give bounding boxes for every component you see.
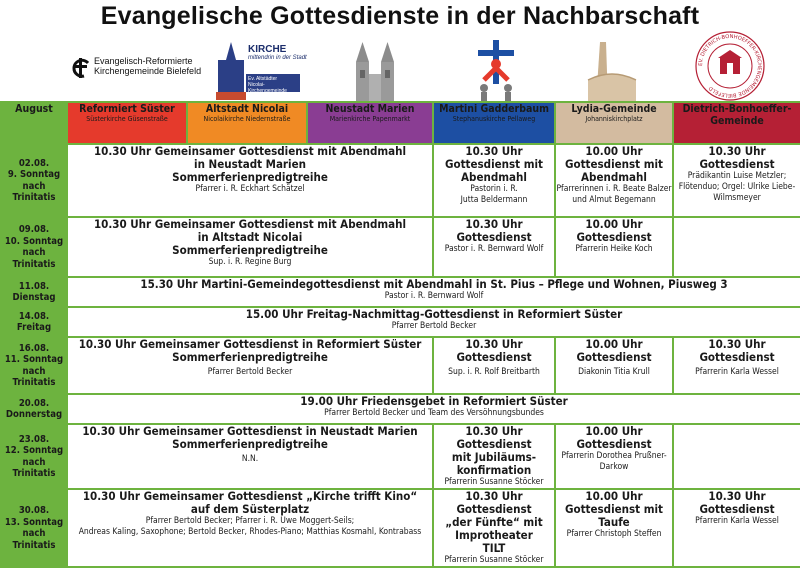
pastor-text: Pastor i. R. Bernward Wolf [444, 244, 544, 254]
col-header-name: Neustadt Marien [325, 103, 415, 115]
reformiert-cross-icon [70, 54, 92, 82]
service-text: 10.30 Uhr Gemeinsamer Gottesdienst mit Abendmahl [93, 217, 407, 231]
service-text: Sommerferienpredigtreihe [172, 437, 328, 451]
col-header-bonhoeffer [673, 102, 800, 144]
date-line: 12. Sonntag [4, 445, 64, 456]
service-text: 10.00 Uhr [585, 217, 643, 231]
bonhoeffer-service-cell [673, 489, 800, 567]
col-header-name: Reformiert Süster [79, 103, 175, 115]
date-cell [1, 277, 67, 307]
table-row [1, 144, 800, 217]
service-text: 15.00 Uhr Freitag-Nachmittag-Gottesdienst in Reformiert Süster [245, 307, 623, 321]
service-text: 10.30 Uhr Gottesdienst [456, 489, 532, 516]
full-width-service-cell [67, 394, 800, 424]
pastor-text: Pfarrer Bertold Becker und Team des Versöhnungsbundes [324, 408, 544, 418]
date-line: Trinitatis [12, 539, 56, 551]
pastor-text: Pastor i. R. Bernward Wolf [384, 291, 484, 301]
service-text: 10.30 Uhr Gemeinsamer Gottesdienst in Reformiert Süster [78, 337, 422, 351]
date-line: 14.08. [18, 310, 50, 322]
service-text: Sommerferienpredigtreihe [172, 350, 328, 364]
joint-service-cell [67, 489, 433, 567]
lydia-logo [586, 40, 638, 102]
kirche-logo-title: KIRCHE [248, 44, 287, 55]
date-line: 13. Sonntag [4, 516, 64, 528]
col-header-name: Martini Gadderbaum [439, 103, 549, 115]
header-row [1, 102, 800, 144]
reformiert-logo-line2: Kirchengemeinde Bielefeld [94, 66, 202, 76]
marien-logo [352, 40, 398, 102]
date-line: 11. Sonntag [4, 354, 64, 365]
bonhoeffer-seal-icon [694, 30, 766, 102]
pastor-text: Pfarrerin Dorothea Prußner- [561, 451, 667, 461]
service-text: 10.30 Uhr [465, 217, 523, 231]
pastor-text: Darkow [599, 462, 629, 472]
col-header-nicolai [187, 102, 307, 144]
service-text: Sommerferienpredigtreihe [172, 170, 328, 184]
service-text: Gottesdienst mit [445, 157, 543, 171]
date-line: 11.08. [18, 280, 50, 292]
twin-tower-church-icon [352, 40, 398, 102]
lydia-service-cell [555, 337, 673, 394]
service-text: 10.00 Uhr [585, 424, 643, 438]
date-cell [1, 337, 67, 394]
date-cell [1, 394, 67, 424]
service-text: 10.30 Uhr Gemeinsamer Gottesdienst mit Abendmahl [93, 144, 407, 158]
lydia-service-cell [555, 489, 673, 567]
date-line: nach [22, 528, 46, 539]
pastor-text: Pastorin i. R. [470, 184, 518, 194]
col-header-sub: Marienkirche Papenmarkt [329, 115, 411, 123]
martini-service-cell [433, 337, 555, 394]
service-text: Gottesdienst [576, 230, 652, 244]
martini-cross-people-icon [468, 40, 524, 102]
service-text: Abendmahl [461, 170, 527, 184]
pastor-text: Andreas Kaling, Saxophone; Bertold Becker, Rhodes-Piano; Matthias Kosmahl, Kontrabass [78, 527, 422, 537]
date-line: 30.08. [18, 505, 50, 516]
service-text: 10.30 Uhr [708, 144, 766, 158]
date-line: 02.08. [18, 157, 50, 169]
logo-bar [0, 30, 800, 100]
pastor-text: Pfarrerin Karla Wessel [695, 367, 779, 377]
service-text: 10.30 Uhr [465, 337, 523, 351]
reformiert-logo-line1: Evangelisch-Reformierte [94, 56, 193, 66]
date-line: nach [22, 180, 46, 192]
col-header-name2: Gemeinde [710, 115, 764, 127]
pastor-text: Pfarrer Christoph Steffen [566, 529, 662, 539]
month-header: August [1, 102, 67, 144]
service-text: Improtheater [455, 528, 533, 542]
date-line: 09.08. [18, 224, 50, 235]
col-header-sub: Nicolaikirche Niedernstraße [203, 115, 291, 123]
table-row [1, 424, 800, 489]
service-text: Gottesdienst [699, 350, 775, 364]
service-text: 10.30 Uhr [465, 144, 523, 158]
pastor-text: Jutta Beldermann [460, 195, 528, 205]
bonhoeffer-service-cell [673, 144, 800, 217]
martini-service-cell [433, 489, 555, 567]
service-text: 10.30 Uhr Gemeinsamer Gottesdienst in Neustadt Marien [82, 424, 418, 438]
joint-service-cell [67, 217, 433, 277]
date-line: Trinitatis [12, 377, 56, 388]
date-line: nach [22, 365, 46, 377]
service-text: 15.30 Uhr Martini-Gemeindegottesdienst mit Abendmahl in St. Pius – Pflege und Wohnen, Piusweg 3 [140, 277, 728, 291]
pastor-text: Pfarrer Bertold Becker [391, 321, 477, 331]
table-row [1, 307, 800, 337]
date-line: 10. Sonntag [4, 235, 64, 247]
bonhoeffer-empty-cell [673, 217, 800, 277]
pastor-text: und Almut Begemann [572, 195, 656, 205]
service-text: TILT [482, 541, 506, 555]
pastor-text: Pfarrerin Heike Koch [575, 244, 653, 254]
date-line: Trinitatis [12, 258, 56, 270]
kirche-logo-sub1: mittendrin in der Stadt [248, 55, 307, 61]
modern-church-icon [586, 40, 638, 102]
col-header-lydia [555, 102, 673, 144]
service-text: Gottesdienst mit Taufe [565, 502, 663, 529]
service-text: 19.00 Uhr Friedensgebet in Reformiert Süster [300, 394, 568, 408]
col-header-sub: Stephanuskirche Pellaweg [452, 115, 536, 123]
date-line: 20.08. [18, 397, 50, 409]
martini-service-cell [433, 217, 555, 277]
nicolai-logo [216, 42, 307, 100]
date-line: Donnerstag [5, 409, 63, 420]
service-text: Gottesdienst [699, 157, 775, 171]
col-header-sub: Johanniskirchplatz [585, 115, 643, 123]
martini-service-cell [433, 424, 555, 489]
service-text: Gottesdienst mit [565, 157, 663, 171]
pastor-text: Pfarrerin Susanne Stöcker [444, 555, 544, 565]
col-header-reformiert [67, 102, 187, 144]
pastor-text: Pfarrerin Karla Wessel [695, 516, 779, 526]
pastor-text: Sup. i. R. Rolf Breitbarth [448, 367, 540, 377]
date-cell [1, 424, 67, 489]
service-text: 10.30 Uhr Gemeinsamer Gottesdienst „Kirche trifft Kino“ [82, 489, 418, 503]
martini-service-cell [433, 144, 555, 217]
service-text: Sommerferienpredigtreihe [172, 243, 328, 257]
service-text: Gottesdienst [456, 230, 532, 244]
col-header-martini [433, 102, 555, 144]
pastor-text: N.N. [241, 454, 259, 464]
service-text: 10.30 Uhr [708, 489, 766, 503]
date-line: 9. Sonntag [7, 169, 61, 180]
lydia-service-cell [555, 217, 673, 277]
service-text: Gottesdienst [699, 502, 775, 516]
date-line: 16.08. [18, 342, 50, 354]
pastor-text: Pfarrer Bertold Becker; Pfarrer i. R. Uwe Moggert-Seils; [145, 516, 355, 526]
martini-logo [468, 40, 524, 102]
page-title: Evangelische Gottesdienste in der Nachbarschaft [100, 2, 700, 30]
full-width-service-cell [67, 307, 800, 337]
table-row [1, 394, 800, 424]
bonhoeffer-service-cell [673, 337, 800, 394]
pastor-text: Sup. i. R. Regine Burg [208, 257, 292, 267]
service-text: 10.00 Uhr [585, 337, 643, 351]
service-text: in Altstadt Nicolai [197, 230, 303, 244]
service-text: 10.30 Uhr [708, 337, 766, 351]
kirche-logo-sub3: Nicolai-Kirchengemeinde [248, 82, 287, 94]
service-text: 10.30 Uhr Gottesdienst [456, 424, 532, 451]
joint-service-cell [67, 424, 433, 489]
bonhoeffer-seal-text: EV. DIETRICH-BONHOEFFER-KIRCHENGEMEINDE BIELEFELD [697, 33, 763, 99]
date-cell [1, 489, 67, 567]
date-line: Trinitatis [12, 468, 56, 479]
service-text: konfirmation [456, 463, 532, 477]
schedule-table [0, 101, 800, 568]
service-text: 10.00 Uhr [585, 144, 643, 158]
date-line: Freitag [16, 322, 52, 333]
col-header-sub: Süsterkirche Güsenstraße [86, 115, 168, 123]
pastor-text: Diakonin Titia Krull [578, 367, 650, 377]
bonhoeffer-logo [694, 30, 766, 102]
service-text: Gottesdienst [576, 350, 652, 364]
service-text: 10.00 Uhr [585, 489, 643, 503]
date-line: Dienstag [12, 292, 56, 303]
reformiert-logo [70, 52, 200, 92]
table-row [1, 489, 800, 567]
bonhoeffer-empty-cell [673, 424, 800, 489]
pastor-text: Flötenduo; Orgel: Ulrike Liebe- [678, 182, 796, 192]
col-header-name: Lydia-Gemeinde [571, 103, 657, 115]
date-cell [1, 144, 67, 217]
service-text: in Neustadt Marien [194, 157, 306, 171]
table-row [1, 217, 800, 277]
pastor-text: Pfarrerinnen i. R. Beate Balzer [556, 184, 672, 194]
table-row [1, 337, 800, 394]
joint-service-cell [67, 337, 433, 394]
col-header-marien [307, 102, 433, 144]
kirche-logo-sub2: Ev. Altstädter [248, 76, 278, 82]
cathedral-icon [216, 42, 246, 100]
pastor-text: Pfarrerin Susanne Stöcker [444, 477, 544, 487]
date-cell [1, 217, 67, 277]
joint-service-cell [67, 144, 433, 217]
date-line: nach [22, 456, 46, 468]
pastor-text: Pfarrer Bertold Becker [207, 367, 293, 377]
service-text: mit Jubiläums- [451, 450, 537, 464]
full-width-service-cell [67, 277, 800, 307]
pastor-text: Prädikantin Luise Metzler; [687, 171, 787, 181]
service-text: auf dem Süsterplatz [190, 502, 310, 516]
table-row [1, 277, 800, 307]
date-line: Trinitatis [12, 192, 56, 203]
service-text: „der Fünfte“ mit [445, 515, 543, 529]
col-header-name: Dietrich-Bonhoeffer- [682, 103, 792, 115]
service-text: Gottesdienst [456, 350, 532, 364]
service-text: Abendmahl [581, 170, 647, 184]
service-text: Gottesdienst [576, 437, 652, 451]
lydia-service-cell [555, 424, 673, 489]
date-line: 23.08. [18, 433, 50, 445]
date-line: nach [22, 247, 46, 258]
pastor-text: Wilmsmeyer [713, 193, 761, 203]
lydia-service-cell [555, 144, 673, 217]
col-header-name: Altstadt Nicolai [205, 103, 289, 115]
pastor-text: Pfarrer i. R. Eckhart Schätzel [195, 184, 305, 194]
date-cell [1, 307, 67, 337]
